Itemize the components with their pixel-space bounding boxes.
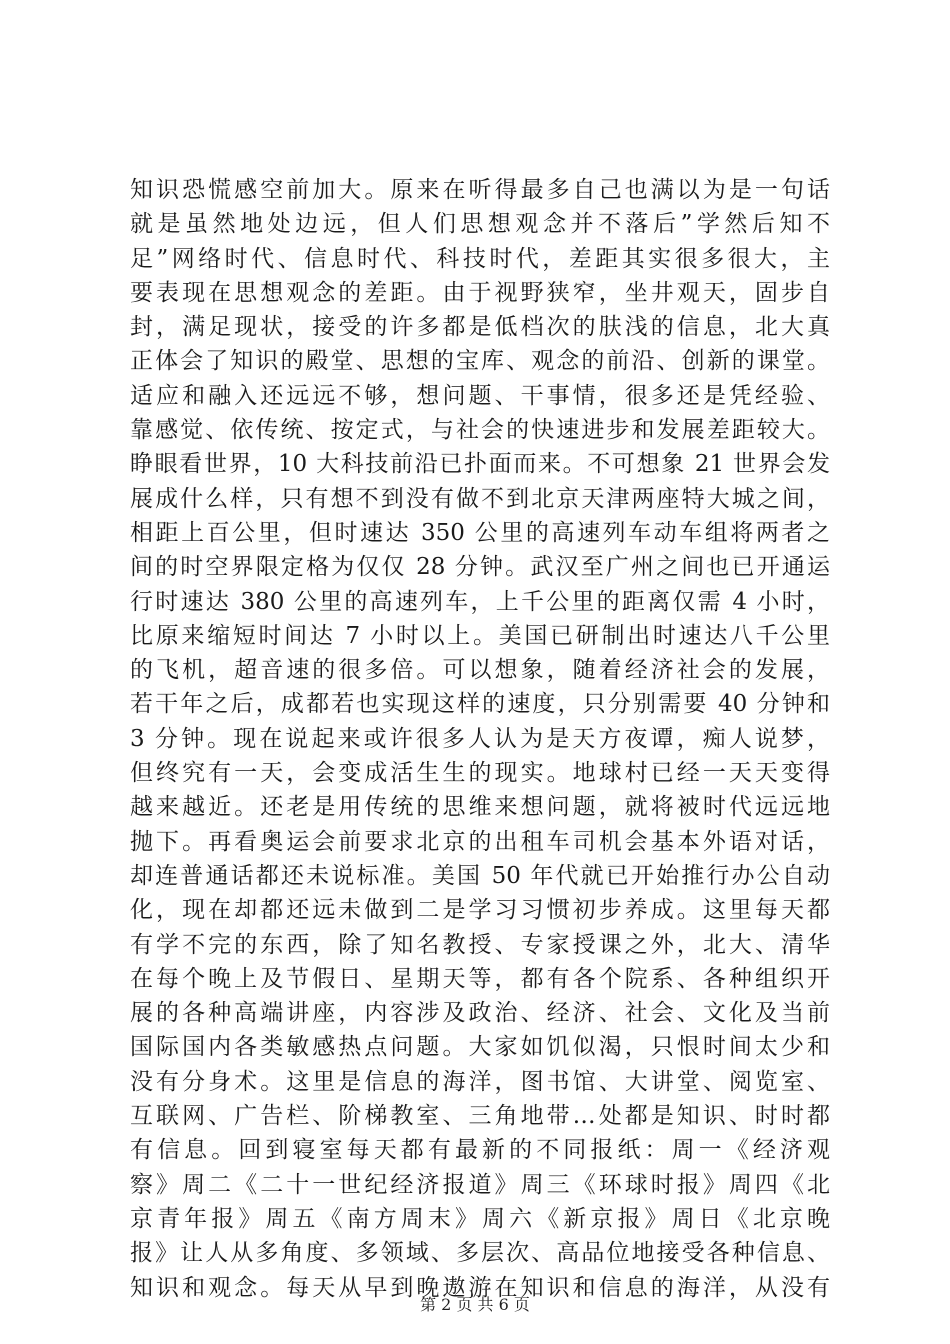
- text-line: 有信息。回到寝室每天都有最新的不同报纸：周一《经济观: [130, 1137, 830, 1164]
- text-line: 京青年报》周五《南方周末》周六《新京报》周日《北京晚: [130, 1205, 830, 1232]
- text-line: 在每个晚上及节假日、星期天等，都有各个院系、各种组织开: [130, 965, 830, 992]
- text-line: 展的各种高端讲座，内容涉及政治、经济、社会、文化及当前: [130, 1000, 830, 1027]
- text-line: 3 分钟。现在说起来或许很多人认为是天方夜谭，痴人说梦，: [130, 725, 830, 752]
- text-line: 化，现在却都还远未做到二是学习习惯初步养成。这里每天都: [130, 897, 830, 924]
- text-line: 比原来缩短时间达 7 小时以上。美国已研制出时速达八千公里: [130, 622, 830, 649]
- text-line: 展成什么样，只有想不到没有做不到北京天津两座特大城之间，: [130, 485, 830, 512]
- text-line: 国际国内各类敏感热点问题。大家如饥似渴，只恨时间太少和: [130, 1034, 830, 1061]
- text-line: 足”网络时代、信息时代、科技时代，差距其实很多很大，主: [130, 245, 830, 272]
- text-line: 适应和融入还远远不够，想问题、干事情，很多还是凭经验、: [130, 382, 830, 409]
- body-paragraph: [130, 173, 830, 1305]
- text-line: 要表现在思想观念的差距。由于视野狭窄，坐井观天，固步自: [130, 279, 830, 306]
- text-line: 察》周二《二十一世纪经济报道》周三《环球时报》周四《北: [130, 1171, 830, 1198]
- text-line: 睁眼看世界，10 大科技前沿已扑面而来。不可想象 21 世界会发: [130, 451, 830, 478]
- text-line: 封，满足现状，接受的许多都是低档次的肤浅的信息，北大真: [130, 314, 830, 341]
- text-line: 就是虽然地处边远，但人们思想观念并不落后”学然后知不: [130, 211, 830, 238]
- text-line: 但终究有一天，会变成活生生的现实。地球村已经一天天变得: [130, 760, 830, 787]
- text-line: 知识恐慌感空前加大。原来在听得最多自己也满以为是一句话: [130, 177, 830, 203]
- text-line: 行时速达 380 公里的高速列车，上千公里的距离仅需 4 小时，: [130, 588, 830, 615]
- text-line: 越来越近。还老是用传统的思维来想问题，就将被时代远远地: [130, 794, 830, 821]
- text-line: 互联网、广告栏、阶梯教室、三角地带…处都是知识、时时都: [130, 1103, 830, 1130]
- text-line: 报》让人从多角度、多领域、多层次、高品位地接受各种信息、: [130, 1240, 830, 1267]
- text-line: 间的时空界限定格为仅仅 28 分钟。武汉至广州之间也已开通运: [130, 554, 830, 581]
- text-line: 知识和观念。每天从早到晚遨游在知识和信息的海洋，从没有: [130, 1274, 830, 1301]
- text-line: 相距上百公里，但时速达 350 公里的高速列车动车组将两者之: [130, 519, 830, 546]
- text-line: 却连普通话都还未说标准。美国 50 年代就已开始推行办公自动: [130, 862, 830, 889]
- text-line: 的飞机，超音速的很多倍。可以想象，随着经济社会的发展，: [130, 657, 830, 684]
- text-line: 没有分身术。这里是信息的海洋，图书馆、大讲堂、阅览室、: [130, 1068, 830, 1095]
- page-number-footer: 第 2 页 共 6 页: [420, 1295, 530, 1314]
- text-line: 抛下。再看奥运会前要求北京的出租车司机会基本外语对话，: [130, 828, 830, 855]
- text-line: 有学不完的东西，除了知名教授、专家授课之外，北大、清华: [130, 931, 830, 958]
- text-line: 靠感觉、依传统、按定式，与社会的快速进步和发展差距较大。: [130, 417, 830, 444]
- text-line: 正体会了知识的殿堂、思想的宝库、观念的前沿、创新的课堂。: [130, 348, 830, 375]
- text-line: 若干年之后，成都若也实现这样的速度，只分别需要 40 分钟和: [130, 691, 830, 718]
